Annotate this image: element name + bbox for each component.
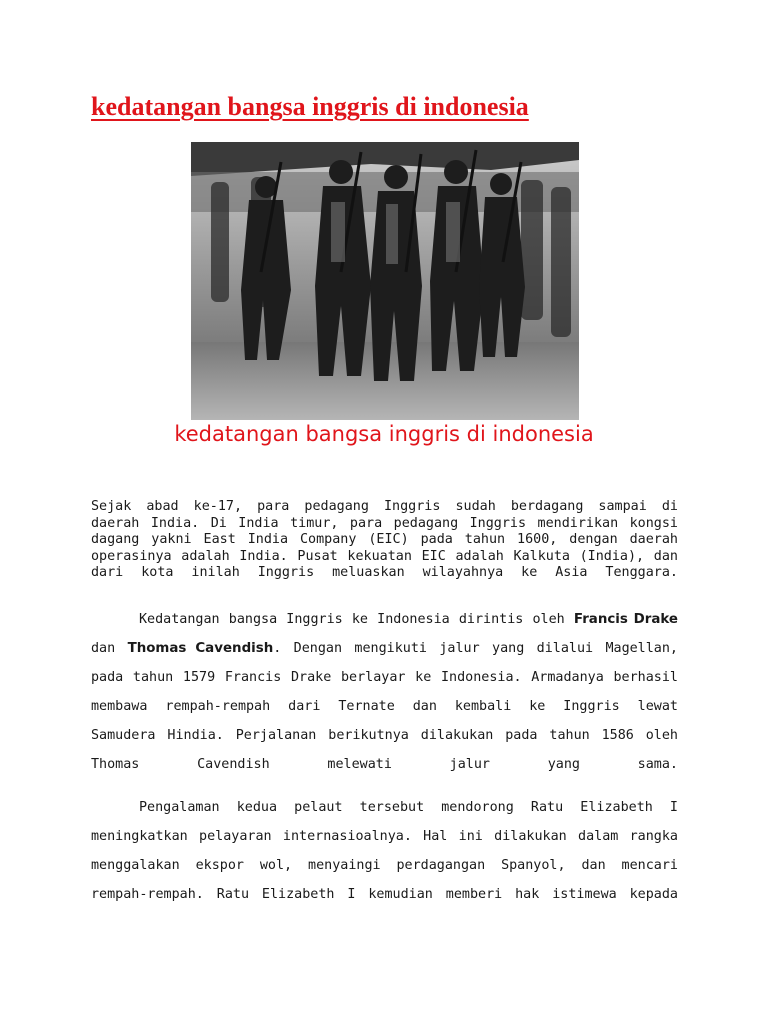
paragraph-line bbox=[91, 605, 678, 634]
text-run: . Dengan mengikuti jalur yang dilalui Magellan, bbox=[273, 641, 678, 656]
text-run: dan bbox=[91, 641, 128, 656]
paragraph-line: Sejak abad ke-17, para pedagang Inggris sudah berdagang sampai di bbox=[91, 499, 678, 514]
paragraph-elizabeth bbox=[91, 793, 678, 909]
text-run: Kedatangan bangsa Inggris ke Indonesia dirintis oleh bbox=[139, 612, 574, 627]
marching-soldiers-photo bbox=[191, 142, 579, 420]
paragraph-line: pada tahun 1579 Francis Drake berlayar ke Indonesia. Armadanya berhasil bbox=[91, 670, 678, 685]
paragraph-line: operasinya adalah India. Pusat kekuatan EIC adalah Kalkuta (India), dan bbox=[91, 548, 678, 564]
page-title: kedatangan bangsa inggris di indonesia bbox=[91, 92, 529, 121]
bold-name-thomas-cavendish: Thomas Cavendish bbox=[127, 641, 274, 656]
paragraph-line: daerah India. Di India timur, para pedagang Inggris mendirikan kongsi bbox=[91, 515, 678, 531]
bold-name-francis-drake: Francis Drake bbox=[573, 612, 678, 627]
paragraph-line: Pengalaman kedua pelaut tersebut mendorong Ratu Elizabeth I bbox=[139, 800, 678, 815]
paragraph-line: menggalakan ekspor wol, menyaingi perdagangan Spanyol, dan mencari bbox=[91, 858, 678, 873]
paragraph-line: Samudera Hindia. Perjalanan berikutnya dilakukan pada tahun 1586 oleh bbox=[91, 728, 678, 743]
paragraph-line: rempah-rempah. Ratu Elizabeth I kemudian memberi hak istimewa kepada bbox=[91, 887, 678, 902]
paragraph-line: Thomas Cavendish melewati jalur yang sama. bbox=[91, 757, 678, 772]
paragraph-line bbox=[91, 634, 678, 663]
photo-caption: kedatangan bangsa inggris di indonesia bbox=[174, 422, 594, 446]
paragraph-line: dari kota inilah Inggris meluaskan wilayahnya ke Asia Tenggara. bbox=[91, 565, 678, 581]
paragraph-line: membawa rempah-rempah dari Ternate dan kembali ke Inggris lewat bbox=[91, 699, 678, 714]
paragraph-eic-history bbox=[91, 499, 678, 582]
paragraph-drake-cavendish bbox=[91, 605, 678, 779]
paragraph-line: meningkatkan pelayaran internasioalnya. Hal ini dilakukan dalam rangka bbox=[91, 829, 678, 844]
photo-illustration bbox=[191, 142, 579, 420]
paragraph-line: dagang yakni East India Company (EIC) pada tahun 1600, dengan daerah bbox=[91, 532, 678, 548]
